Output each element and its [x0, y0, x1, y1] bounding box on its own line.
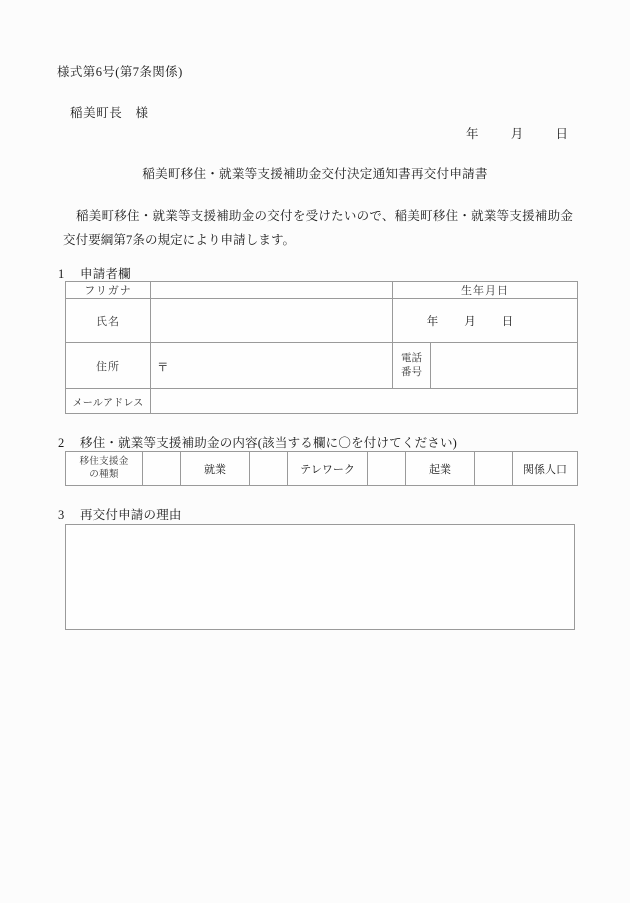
label-phone-line1: 電話: [401, 352, 422, 364]
label-subsidy-type: [66, 452, 143, 486]
birthdate-year-label: 年: [426, 315, 439, 328]
form-number: 様式第6号(第7条関係): [57, 65, 183, 79]
checkbox-cell-startup[interactable]: [368, 452, 406, 486]
section1-number: 1: [58, 267, 65, 281]
document-title: 稲美町移住・就業等支援補助金交付決定通知書再交付申請書: [142, 167, 488, 181]
postal-code-mark: 〒: [157, 362, 169, 374]
label-email: メールアドレス: [66, 389, 151, 414]
label-address: 住所: [66, 343, 151, 389]
field-address[interactable]: [151, 343, 393, 389]
subsidy-type-table: [65, 451, 578, 486]
option-label-employment: 就業: [181, 452, 250, 486]
table-row-address: [66, 343, 578, 389]
label-subsidy-type-line1: 移住支援金: [79, 456, 129, 467]
label-phone: [393, 343, 431, 389]
body-paragraph: 稲美町移住・就業等支援補助金の交付を受けたいので、稲美町移住・就業等支援補助金交付要綱第7条の規定により申請します。: [63, 209, 573, 247]
label-phone-line2: 番号: [401, 366, 422, 378]
label-furigana: フリガナ: [66, 282, 151, 299]
applicant-table: [65, 281, 578, 414]
birthdate-day-label: 日: [501, 315, 514, 328]
checkbox-cell-telework[interactable]: [250, 452, 288, 486]
section3-heading: [58, 505, 182, 523]
field-name[interactable]: [151, 299, 393, 343]
section2-heading: [58, 433, 457, 451]
date-line: [466, 124, 568, 142]
birthdate-units: [393, 313, 577, 329]
option-label-startup: 起業: [406, 452, 475, 486]
section2-number: 2: [58, 436, 65, 450]
table-row-email: [66, 389, 578, 414]
section1-title: 申請者欄: [80, 267, 131, 281]
label-birthdate: 生年月日: [393, 282, 578, 299]
label-subsidy-type-line2: の種類: [89, 468, 119, 480]
field-email[interactable]: [151, 389, 578, 414]
checkbox-cell-related-population[interactable]: [475, 452, 513, 486]
reason-input-box[interactable]: [65, 524, 575, 630]
birthdate-month-label: 月: [464, 315, 476, 328]
section3-number: 3: [58, 508, 65, 522]
date-day-label: 日: [555, 127, 569, 141]
date-month-label: 月: [510, 127, 524, 141]
section2-title: 移住・就業等支援補助金の内容(該当する欄に〇を付けてください): [80, 436, 458, 450]
field-birthdate[interactable]: [393, 299, 578, 343]
option-label-telework: テレワーク: [288, 452, 368, 486]
date-year-label: 年: [466, 127, 479, 141]
option-label-related-population: 関係人口: [513, 452, 578, 486]
section1-heading: [58, 264, 131, 282]
addressee-line: 稲美町長 様: [70, 106, 149, 120]
table-row-furigana: [66, 282, 578, 299]
table-row-name: [66, 299, 578, 343]
label-phone-lines: [393, 352, 430, 380]
field-phone[interactable]: [431, 343, 578, 389]
table-row-subsidy-types: [66, 452, 578, 486]
field-furigana[interactable]: [151, 282, 393, 299]
section3-title: 再交付申請の理由: [80, 508, 182, 522]
checkbox-cell-employment[interactable]: [143, 452, 181, 486]
label-name: 氏名: [66, 299, 151, 343]
